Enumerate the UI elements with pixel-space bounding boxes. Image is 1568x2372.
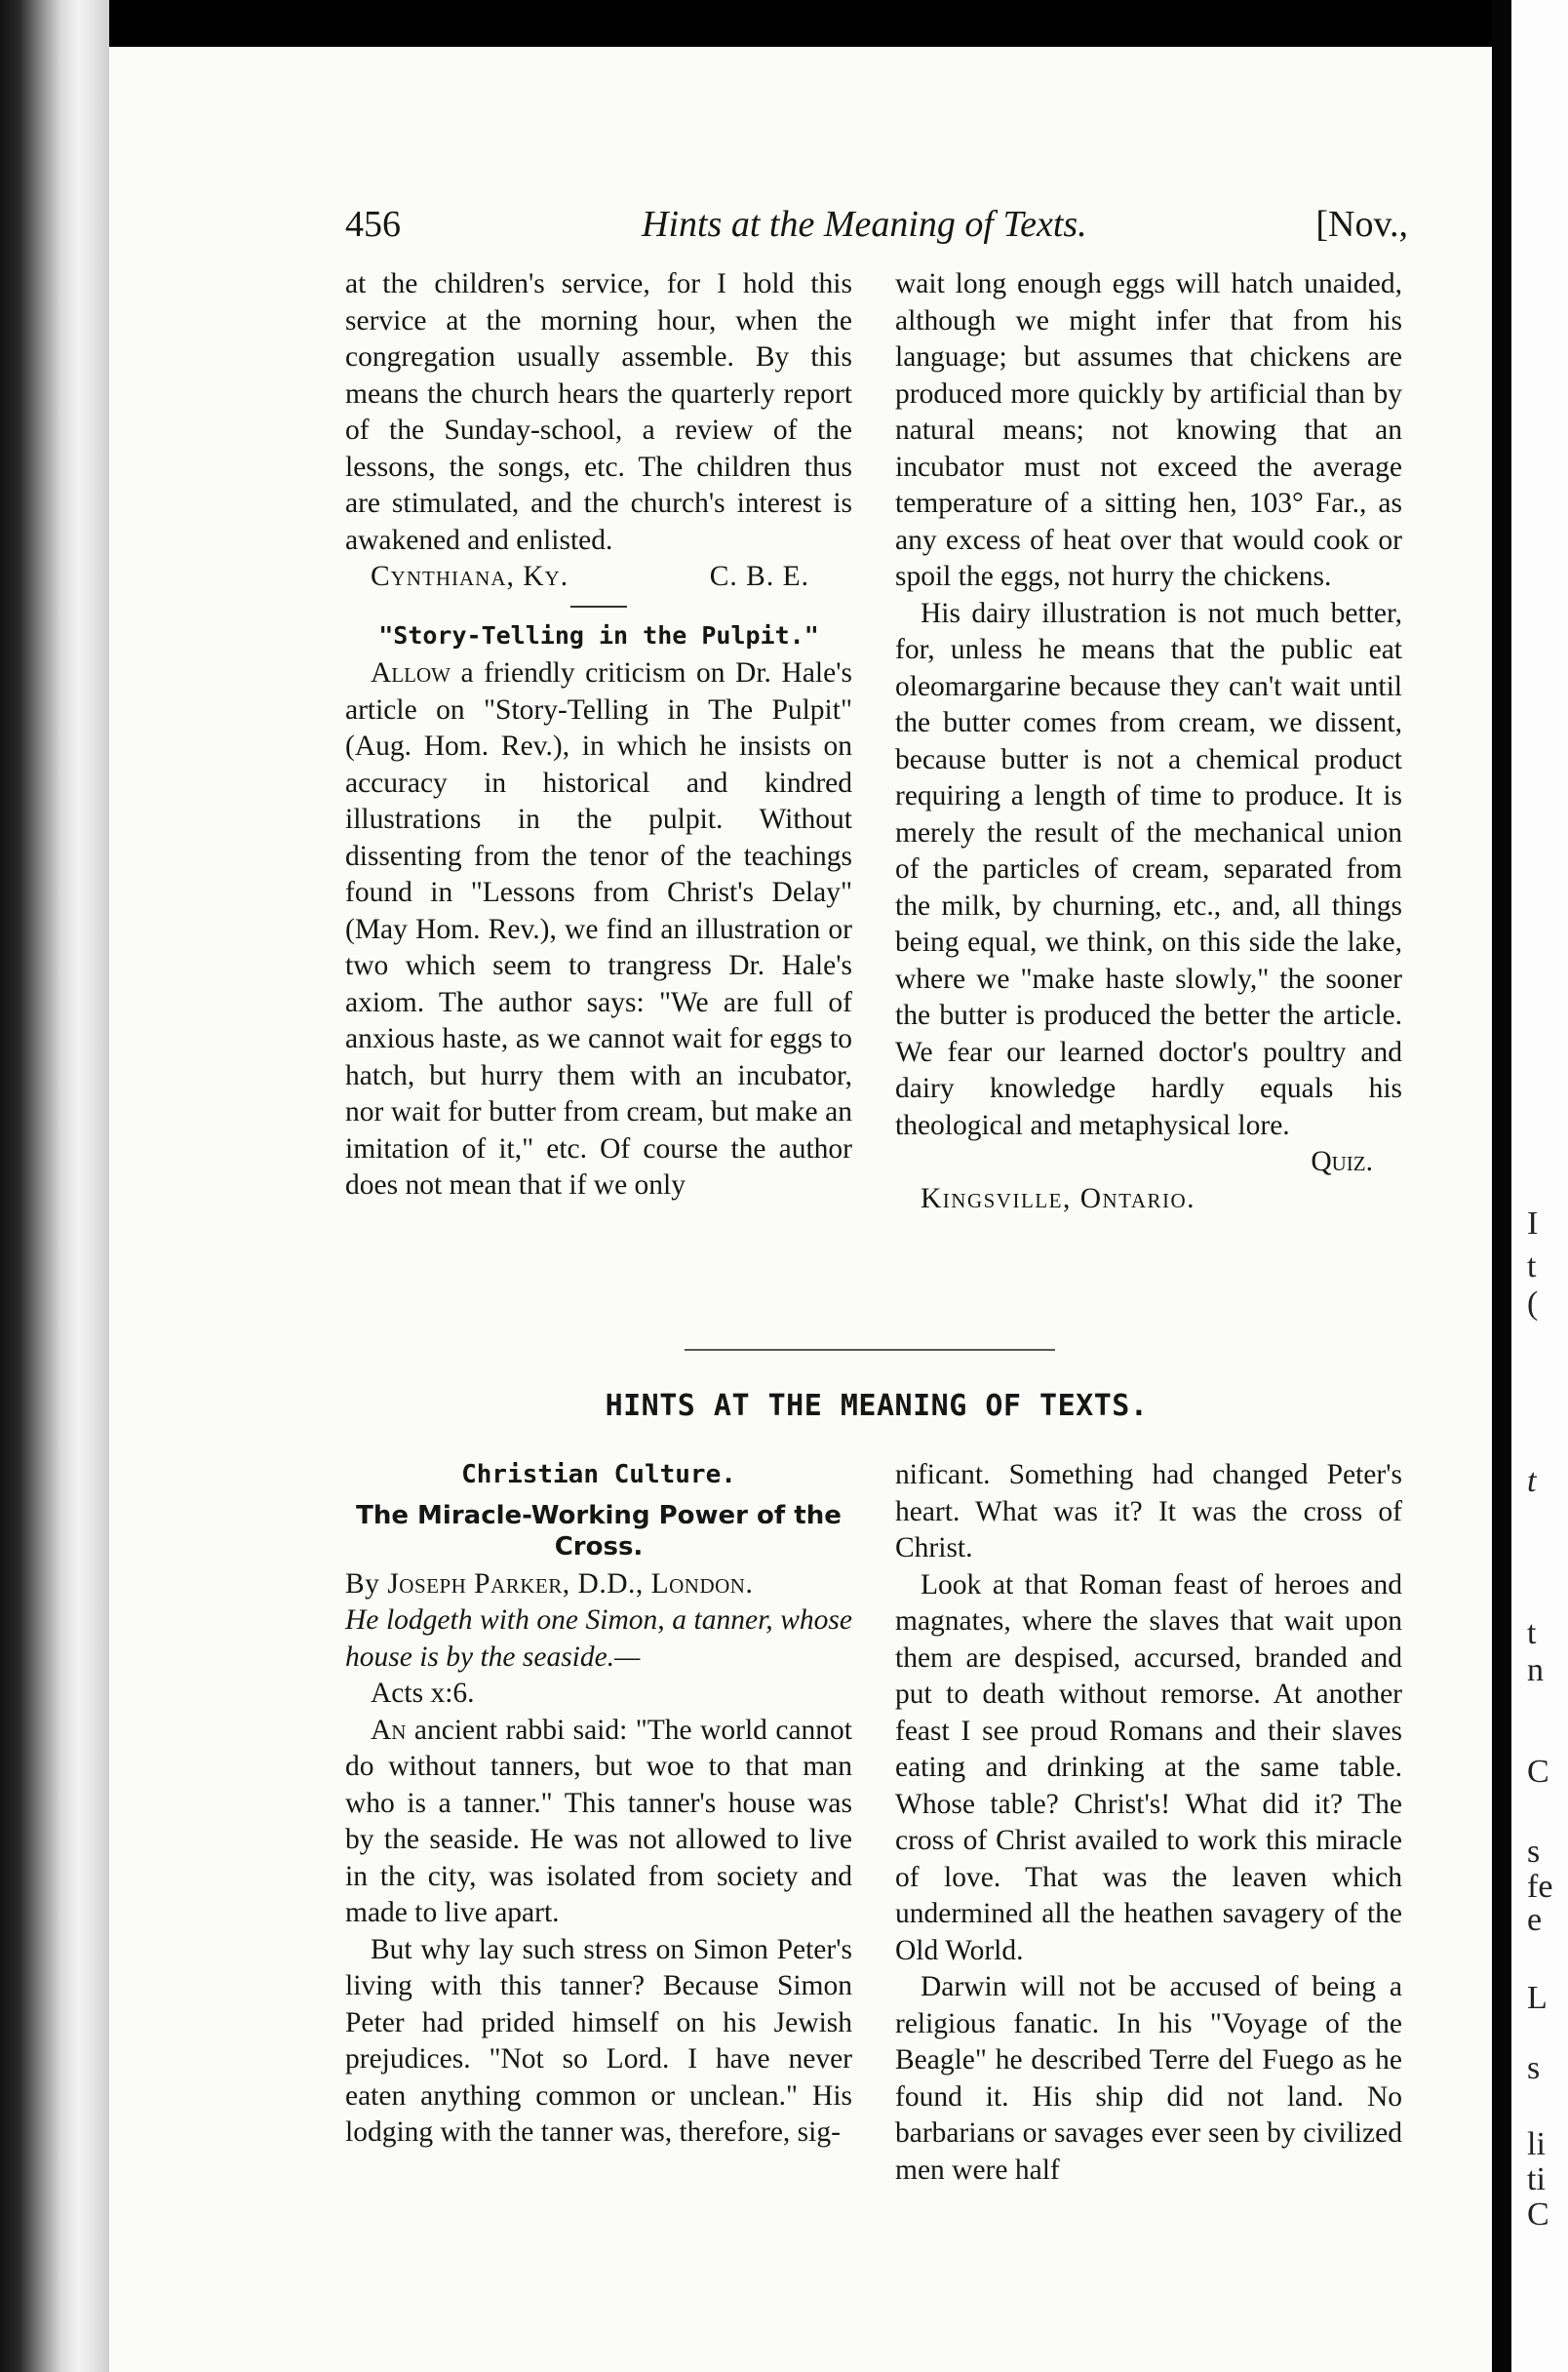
adjacent-fragment: C <box>1527 2196 1549 2233</box>
letter-paragraph <box>895 596 1402 1181</box>
drop-lead: Allow <box>371 657 451 689</box>
column-top-left <box>345 266 852 1205</box>
letter-place: Cynthiana, Ky. <box>371 561 569 592</box>
running-header <box>345 203 1408 257</box>
letter-paragraph: at the children's service, for I hold this service at the morning hour, when the congregation usually assemble. By this means the church hears the quarterly report of the Sunday-school, a review of the lessons, the songs, etc. The children thus are stimulated, and the church's interest is awakened and enlisted. <box>345 268 852 556</box>
letter-paragraph <box>345 655 852 1205</box>
adjacent-fragment: L <box>1527 1980 1548 2016</box>
running-title: Hints at the Meaning of Texts. <box>642 204 1087 245</box>
column-top-right <box>895 266 1402 1217</box>
letter-heading: "Story-Telling in the Pulpit." <box>378 620 819 650</box>
running-month: [Nov., <box>1315 204 1408 245</box>
adjacent-fragment: ti <box>1527 2161 1546 2197</box>
adjacent-page <box>1511 0 1568 2372</box>
adjacent-fragment: s <box>1527 1834 1541 1870</box>
adjacent-fragment: n <box>1527 1652 1544 1688</box>
adjacent-fragment: t <box>1527 1248 1537 1285</box>
letter-paragraph: wait long enough eggs will hatch unaided, although we might infer that from his language; but assumes that chickens are produced more quickly by artificial than by natural means; not knowing that an incubator must not exceed the average temperature of a sitting hen, 103° Far., as any excess of heat over that would cook or spoil the eggs, not hurry the chickens. <box>895 268 1402 592</box>
page-edge-shadow <box>0 0 109 2372</box>
letter-initials: C. B. E. <box>709 561 809 592</box>
page-number: 456 <box>345 204 401 245</box>
letter-signature <box>345 559 852 596</box>
article-title: The Miracle-Working Power of the Cross. <box>356 1500 842 1562</box>
article-paragraph: But why lay such stress on Simon Peter's living with this tanner? Because Simon Peter had prided himself on his Jewish prejudices. "Not so Lord. I have never eaten anything common or unclean." His lodging with the tanner was, therefore, sig- <box>345 1933 852 2148</box>
adjacent-fragment: ( <box>1527 1285 1539 1322</box>
book-gutter <box>1492 0 1511 2372</box>
adjacent-fragment: I <box>1527 1206 1539 1242</box>
scripture-text: He lodgeth with one Simon, a tanner, whose house is by the seaside.— <box>345 1604 852 1673</box>
section-divider <box>685 1349 1055 1351</box>
adjacent-fragment: s <box>1527 2050 1541 2086</box>
letter-place: Kingsville, Ontario. <box>921 1182 1196 1214</box>
article-paragraph: Darwin will not be accused of being a religious fanatic. In his "Voyage of the Beagle" he described Terre del Fuego as he found it. His ship did not land. No barbarians or savages ever seen by civilized men were half <box>895 1971 1402 2186</box>
adjacent-fragment: fe <box>1527 1869 1553 1905</box>
column-bottom-left <box>345 1457 852 2152</box>
article-paragraph <box>345 1713 852 1932</box>
adjacent-fragment: t <box>1527 1463 1537 1499</box>
divider <box>570 606 627 608</box>
paragraph-text: His dairy illustration is not much better, for, unless he means that the public eat oleomargarine because they can't wait until the butter comes from cream, we dissent, because butter is not a chemical product requiring a length of time to produce. It is merely the result of the mechanical union of the particles of cream, separated from the milk, by churning, etc., and, all things being equal, we think, on this side the lake, where we "make haste slowly," the sooner the butter is produced the better the article. We fear our learned doctor's poultry and dairy knowledge hardly equals his theological and metaphysical lore. <box>895 597 1402 1141</box>
drop-lead: An <box>371 1714 407 1746</box>
adjacent-fragment: C <box>1527 1754 1549 1790</box>
article-category: Christian Culture. <box>461 1460 736 1489</box>
byline-name: Joseph Parker, D.D., London. <box>387 1567 754 1600</box>
article-byline <box>345 1566 852 1603</box>
article-paragraph: Look at that Roman feast of heroes and magnates, where the slaves that wait upon them are despised, accursed, branded and put to death without remorse. At another feast I see proud Romans and their slaves eating and drinking at the same table. Whose table? Christ's! What did it? The cross of Christ availed to work this miracle of love. That was the leaven which undermined all the heathen savagery of the Old World. <box>895 1568 1402 1966</box>
paragraph-text: a friendly criticism on Dr. Hale's article on "Story-Telling in The Pulpit" (Aug. Hom. Rev.), in which he insists on accuracy in historical and kindred illustrations in the pulpit. Without dissenting from the tenor of the teachings found in "Lessons from Christ's Delay" (May Hom. Rev.), we find an illustration or two which seem to trangress Dr. Hale's axiom. The author says: "We are full of anxious haste, as we cannot wait for eggs to hatch, but hurry them with an incubator, nor wait for butter from cream, but make an imitation of it," etc. Of course the author does not mean that if we only <box>345 657 852 1201</box>
article-paragraph: nificant. Something had changed Peter's heart. What was it? It was the cross of Christ. <box>895 1459 1402 1563</box>
letter-signature: Quiz. <box>1311 1146 1373 1177</box>
adjacent-fragment: e <box>1527 1902 1543 1938</box>
column-bottom-right <box>895 1457 1402 2189</box>
scripture-reference: Acts x:6. <box>371 1678 475 1709</box>
byline-by: By <box>345 1567 380 1600</box>
paragraph-text: ancient rabbi said: "The world cannot do without tanners, but woe to that man who is a tanner." This tanner's house was by the seaside. He was not allowed to live in the city, was isolated from society and made to live apart. <box>345 1714 852 1928</box>
adjacent-fragment: li <box>1527 2126 1546 2162</box>
section-title: HINTS AT THE MEANING OF TEXTS. <box>605 1389 1149 1423</box>
adjacent-fragment: t <box>1527 1615 1537 1651</box>
